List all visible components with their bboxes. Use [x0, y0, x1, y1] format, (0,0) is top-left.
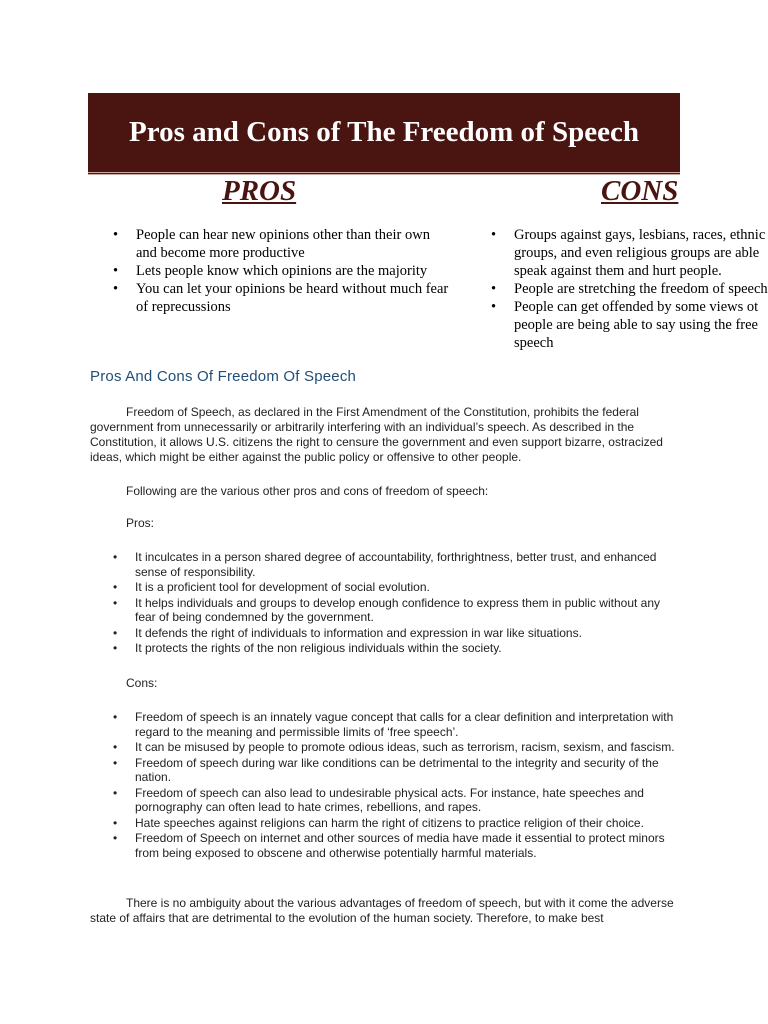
- cons-label: Cons:: [126, 676, 158, 690]
- list-item: • It inculcates in a person shared degree of accountability, forthrightness, better trust, and enhanced sense of responsibility.: [113, 550, 678, 579]
- intro-paragraph: Freedom of Speech, as declared in the First Amendment of the Constitution, prohibits the federal government from unnecessarily or arbitrarily interfering with an individual’s speech. As described in the Constitution, it allows U.S. citizens the right to censure the government and even support bizarre, ostracized ideas, which might be either against the public policy or offensive to other people.: [90, 405, 663, 464]
- list-item: • Hate speeches against religions can harm the right of citizens to practice religion of their choice.: [113, 816, 678, 831]
- following-text: Following are the various other pros and cons of freedom of speech:: [126, 484, 489, 498]
- pros-list: [113, 226, 453, 316]
- article-cons-list: [113, 710, 678, 861]
- list-item: • It can be misused by people to promote odious ideas, such as terrorism, racism, sexism, and fascism.: [113, 740, 678, 755]
- list-item: • Freedom of speech is an innately vague concept that calls for a clear definition and interpretation with regard to the meaning and permissible limits of ‘free speech’.: [113, 710, 678, 739]
- cons-list: [491, 226, 768, 352]
- list-item: • It protects the rights of the non religious individuals within the society.: [113, 641, 678, 656]
- pros-item: • People can hear new opinions other than their own and become more productive: [113, 226, 453, 262]
- list-item: • Freedom of speech can also lead to undesirable physical acts. For instance, hate speeches and pornography can often lead to hate crimes, rebellions, and rapes.: [113, 786, 678, 815]
- list-item: • It helps individuals and groups to develop enough confidence to express them in public without any fear of being condemned by the government.: [113, 596, 678, 625]
- pros-heading: PROS: [222, 175, 297, 207]
- page-title: Pros and Cons of The Freedom of Speech: [129, 116, 639, 148]
- list-item: • It defends the right of individuals to information and expression in war like situations.: [113, 626, 678, 641]
- pros-item: • You can let your opinions be heard without much fear of reprecussions: [113, 280, 453, 316]
- list-item: • Freedom of speech during war like conditions can be detrimental to the integrity and security of the nation.: [113, 756, 678, 785]
- pros-label: Pros:: [126, 516, 155, 530]
- title-banner: [88, 93, 680, 175]
- article-heading: Pros And Cons Of Freedom Of Speech: [90, 368, 357, 385]
- cons-heading: CONS: [601, 175, 679, 207]
- closing-paragraph: There is no ambiguity about the various advantages of freedom of speech, but with it come the adverse state of affairs that are detrimental to the evolution of the human society. Therefore, to make best: [90, 896, 674, 925]
- list-item: • Freedom of Speech on internet and other sources of media have made it essential to protect minors from being exposed to obscene and otherwise potentially harmful materials.: [113, 831, 678, 860]
- cons-item: • People can get offended by some views ot people are being able to say using the free speech: [491, 298, 768, 352]
- cons-item: • Groups against gays, lesbians, races, ethnic groups, and even religious groups are able speak against them and hurt people.: [491, 226, 768, 280]
- pros-item: • Lets people know which opinions are the majority: [113, 262, 453, 280]
- cons-item: • People are stretching the freedom of speech: [491, 280, 768, 298]
- list-item: • It is a proficient tool for development of social evolution.: [113, 580, 678, 595]
- article-pros-list: [113, 550, 678, 657]
